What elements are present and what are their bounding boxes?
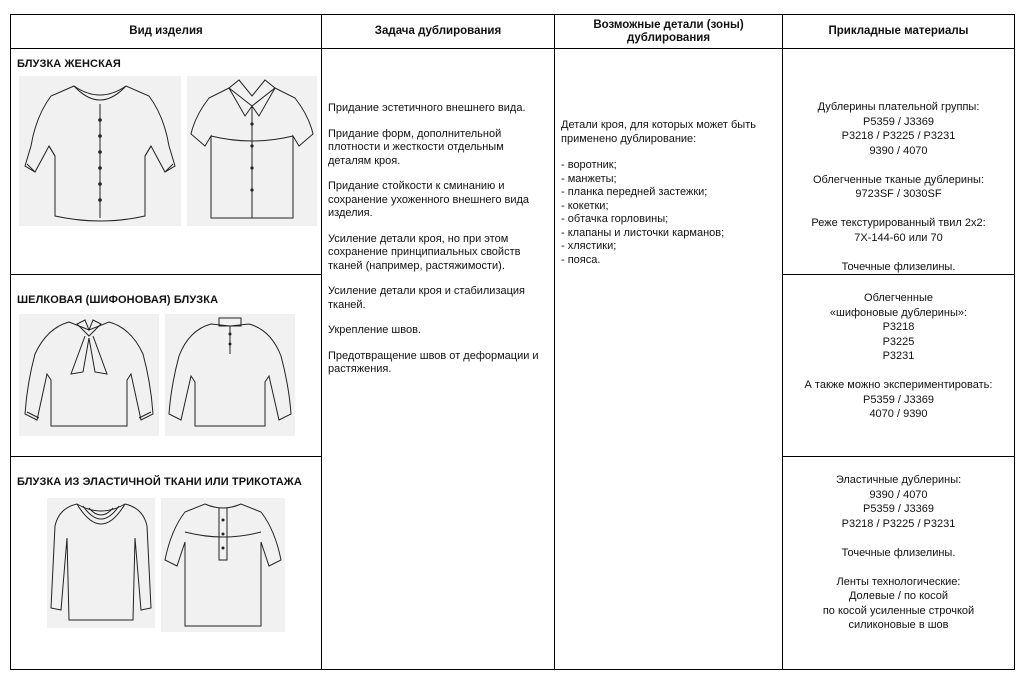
product-row-1 [11, 49, 1015, 275]
materials-cell-1 [783, 49, 1015, 275]
product-cell-2 [11, 275, 322, 457]
product-title: БЛУЗКА ИЗ ЭЛАСТИЧНОЙ ТКАНИ ИЛИ ТРИКОТАЖА [17, 476, 302, 488]
materials-cell-3 [783, 457, 1015, 670]
zone-item: - манжеты; [561, 172, 617, 185]
header-task: Задача дублирования [322, 15, 555, 49]
task-cell [322, 49, 555, 670]
material-line: Точечные флизелины. [841, 546, 956, 559]
material-line: P3218 / P3225 / P3231 [841, 130, 956, 142]
material-line: P3218 [882, 321, 915, 333]
zone-item: - клапаны и листочки карманов; [561, 226, 725, 239]
cowl-neck-blouse-sketch [47, 498, 155, 628]
material-line: P3225 [882, 335, 915, 348]
zone-item: - хлястики; [561, 240, 617, 252]
material-line: Долевые / по косой [848, 590, 949, 602]
product-cell-1 [11, 49, 322, 275]
material-line: P5359 / J3369 [863, 115, 934, 128]
materials-list-1 [783, 49, 1014, 274]
material-line: 9723SF / 3030SF [855, 188, 942, 200]
materials-list-3 [783, 457, 1014, 633]
applications-table [10, 14, 1015, 670]
header-row [11, 15, 1015, 49]
task-item: Придание стойкости к сминанию и сохранение ухоженного внешнего вида изделия. [328, 180, 530, 219]
materials-cell-2 [783, 275, 1015, 457]
shirt-collar-blouse-sketch [187, 76, 317, 226]
header-zones: Возможные детали (зоны) дублирования [555, 15, 783, 49]
chiffon-blouse-bow-front-sketch [19, 314, 159, 436]
material-line: Реже текстурированный твил 2х2: [811, 217, 986, 229]
material-line: 9390 / 4070 [869, 144, 928, 157]
women-blouse-front-sketch [19, 76, 181, 226]
header-materials: Прикладные материалы [783, 15, 1015, 49]
product-title: БЛУЗКА ЖЕНСКАЯ [17, 58, 121, 70]
task-item: Предотвращение швов от деформации и растяжения. [328, 349, 539, 375]
zone-item: - кокетки; [561, 199, 609, 212]
task-item: Укрепление швов. [328, 324, 421, 336]
material-line: «шифоновые дублерины»: [829, 306, 968, 319]
knit-blouse-placket-sketch [161, 498, 285, 632]
header-product: Вид изделия [11, 15, 322, 49]
material-line: P3218 / P3225 / P3231 [841, 517, 956, 530]
task-item: Придание форм, дополнительной плотности и жесткости отдельным деталям кроя. [328, 127, 504, 167]
task-item: Усиление детали кроя, но при этом сохранение принципиальных свойств тканей (например, растяжимости). [328, 232, 521, 272]
materials-list-2 [783, 275, 1014, 422]
material-line: А также можно экспериментировать: [804, 379, 993, 391]
zones-cell [555, 49, 783, 670]
material-line: силиконовые в шов [848, 619, 949, 631]
material-line: Ленты технологические: [836, 575, 961, 588]
material-line: Дублерины плательной группы: [817, 101, 980, 113]
task-item: Придание эстетичного внешнего вида. [328, 102, 526, 114]
material-line: Точечные флизелины. [841, 260, 956, 273]
zone-item: - планка передней застежки; [561, 186, 708, 198]
task-list [322, 49, 554, 377]
material-line: Облегченные тканые дублерины: [812, 173, 985, 186]
material-line: P5359 / J3369 [863, 503, 934, 515]
zone-item: - воротник; [561, 159, 617, 171]
material-line: 4070 / 9390 [869, 408, 928, 420]
task-item: Усиление детали кроя и стабилизация тканей. [328, 285, 526, 311]
zones-intro: Детали кроя, для которых может быть применено дублирование: [561, 119, 756, 145]
chiffon-blouse-back-sketch [165, 314, 295, 436]
material-line: 9390 / 4070 [869, 488, 928, 501]
zone-item: - обтачка горловины; [561, 213, 669, 225]
product-cell-3 [11, 457, 322, 670]
material-line: 7Х-144-60 или 70 [854, 231, 943, 244]
zones-list [555, 49, 782, 267]
product-title: ШЕЛКОВАЯ (ШИФОНОВАЯ) БЛУЗКА [17, 294, 219, 306]
zone-item: - пояса. [561, 253, 601, 266]
material-line: Облегченные [864, 292, 933, 304]
material-line: Эластичные дублерины: [835, 474, 962, 486]
material-line: P5359 / J3369 [863, 393, 934, 406]
material-line: P3231 [882, 350, 915, 362]
material-line: по косой усиленные строчкой [822, 604, 975, 617]
